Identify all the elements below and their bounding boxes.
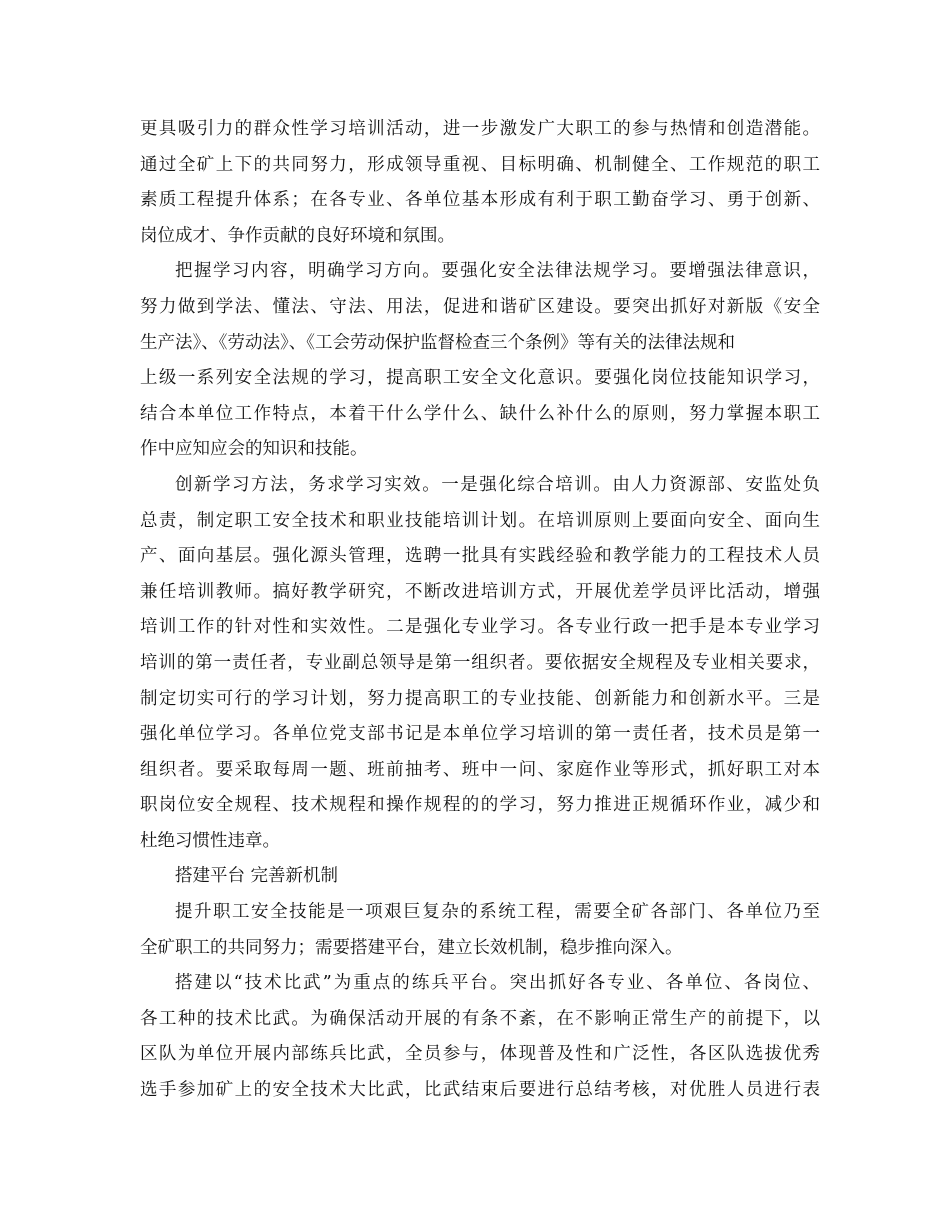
text-line: 岗位成才、争作贡献的良好环境和氛围。 bbox=[140, 225, 455, 246]
text-line: 上级一系列安全法规的学习，提高职工安全文化意识。要强化岗位技能知识学习， bbox=[140, 368, 822, 389]
text-line: 把握学习内容，明确学习方向。要强化安全法律法规学习。要增强法律意识， bbox=[175, 261, 822, 282]
text-line: 总责，制定职工安全技术和职业技能培训计划。在培训原则上要面向安全、面向生 bbox=[140, 510, 822, 531]
text-line: 搭建平台 完善新机制 bbox=[175, 866, 339, 887]
text-line: 更具吸引力的群众性学习培训活动，进一步激发广大职工的参与热情和创造潜能。 bbox=[140, 119, 822, 139]
text-line: 产、面向基层。强化源头管理，选聘一批具有实践经验和教学能力的工程技术人员 bbox=[140, 546, 822, 567]
text-line: 制定切实可行的学习计划，努力提高职工的专业技能、创新能力和创新水平。三是 bbox=[140, 688, 822, 709]
text-line: 全矿职工的共同努力；需要搭建平台，建立长效机制，稳步推向深入。 bbox=[140, 937, 683, 958]
text-line: 组织者。要采取每周一题、班前抽考、班中一问、家庭作业等形式，抓好职工对本 bbox=[140, 759, 822, 780]
text-line: 杜绝习惯性违章。 bbox=[140, 830, 280, 851]
text-line: 区队为单位开展内部练兵比武，全员参与，体现普及性和广泛性，各区队选拔优秀 bbox=[140, 1044, 822, 1065]
text-line: 职岗位安全规程、技术规程和操作规程的的学习，努力推进正规循环作业，减少和 bbox=[140, 795, 822, 816]
text-line: 创新学习方法，务求学习实效。一是强化综合培训。由人力资源部、安监处负 bbox=[175, 474, 822, 495]
text-line: 结合本单位工作特点，本着干什么学什么、缺什么补什么的原则，努力掌握本职工 bbox=[140, 403, 822, 424]
text-line: 兼任培训教师。搞好教学研究，不断改进培训方式，开展优差学员评比活动，增强 bbox=[140, 581, 822, 602]
text-line: 培训的第一责任者，专业副总领导是第一组织者。要依据安全规程及专业相关要求， bbox=[140, 652, 821, 673]
text-line: 强化单位学习。各单位党支部书记是本单位学习培训的第一责任者，技术员是第一 bbox=[140, 724, 822, 745]
text-line: 选手参加矿上的安全技术大比武，比武结束后要进行总结考核，对优胜人员进行表 bbox=[140, 1080, 822, 1101]
text-line: 素质工程提升体系；在各专业、各单位基本形成有利于职工勤奋学习、勇于创新、 bbox=[140, 190, 822, 211]
text-line: 各工种的技术比武。为确保活动开展的有条不紊，在不影响正常生产的前提下，以 bbox=[140, 1008, 822, 1029]
text-line: 通过全矿上下的共同努力，形成领导重视、目标明确、机制健全、工作规范的职工 bbox=[140, 154, 822, 175]
text-line: 生产法》、《劳动法》、《工会劳动保护监督检查三个条例》等有关的法律法规和 bbox=[140, 332, 735, 353]
text-line: 努力做到学法、懂法、守法、用法，促进和谐矿区建设。要突出抓好对新版《安全 bbox=[140, 296, 822, 317]
text-line: 作中应知应会的知识和技能。 bbox=[140, 439, 368, 460]
text-line: 搭建以“技术比武”为重点的练兵平台。突出抓好各专业、各单位、各岗位、 bbox=[175, 973, 823, 994]
document-body bbox=[140, 112, 823, 1109]
text-line: 培训工作的针对性和实效性。二是强化专业学习。各专业行政一把手是本专业学习 bbox=[140, 617, 822, 638]
text-line: 提升职工安全技能是一项艰巨复杂的系统工程，需要全矿各部门、各单位乃至 bbox=[175, 902, 822, 923]
